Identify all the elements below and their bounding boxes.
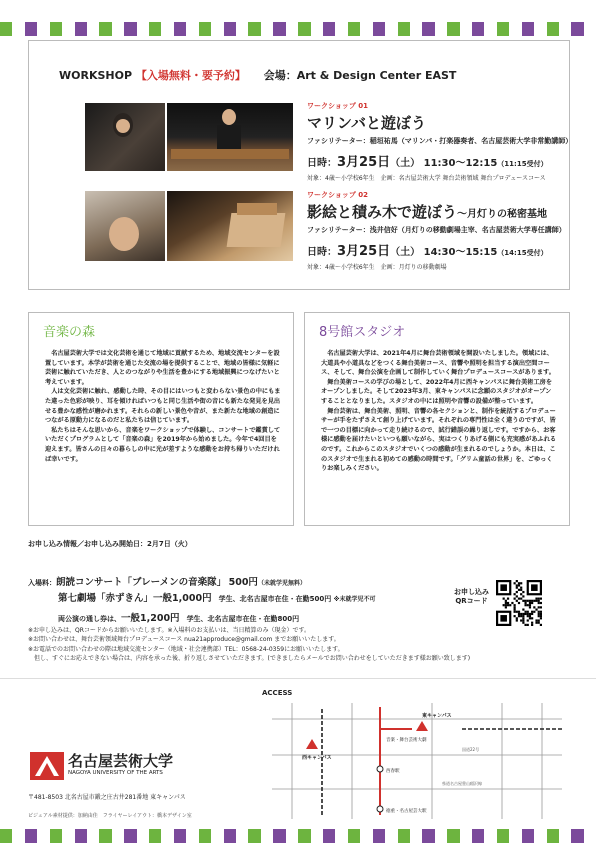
checker-tile [248, 829, 260, 843]
checker-tile [447, 829, 459, 843]
checker-tile [149, 22, 161, 36]
workshop-title: マリンバと遊ぼう [307, 114, 426, 132]
university-name: 名古屋芸術大学 [68, 752, 174, 770]
section-title: 音楽の森 [43, 325, 96, 340]
free-reservation-badge: 【入場無料・要予約】 [135, 69, 246, 82]
checker-tile [261, 829, 273, 843]
checker-tile [99, 22, 111, 36]
checker-tile [571, 22, 583, 36]
access-title: ACCESS [262, 689, 293, 697]
checker-tile [559, 829, 571, 843]
application-info: お申し込み情報／お申し込み開始日：2月7日（火） [28, 540, 192, 548]
checker-tile [112, 829, 124, 843]
workshop-label: WORKSHOP [59, 69, 133, 82]
credits: ビジュアル素材提供：加納由佳 フライヤーレイアウト：橋本デザイン室 [28, 813, 192, 819]
checker-tile [273, 22, 285, 36]
checker-tile [497, 22, 509, 36]
checker-tile [0, 22, 12, 36]
checker-tile [124, 22, 136, 36]
checker-tile [137, 22, 149, 36]
checker-tile [534, 22, 546, 36]
checker-tile [112, 22, 124, 36]
checker-tile [149, 829, 161, 843]
checker-tile [522, 829, 534, 843]
checker-tile [584, 829, 596, 843]
checker-tile [286, 829, 298, 843]
checker-tile [224, 22, 236, 36]
checker-tile [534, 829, 546, 843]
checker-tile [360, 22, 372, 36]
checker-tile [298, 22, 310, 36]
checker-tile [584, 22, 596, 36]
note-line: ※お電話でのお問い合わせの際は地域交流センター（地域・社会連携部）TEL：0568-24-0359にお願いいたします。 [28, 645, 344, 653]
map-label-west-campus: 西キャンパス [302, 755, 332, 761]
checker-tile [199, 22, 211, 36]
checker-tile [410, 829, 422, 843]
paragraph: 私たちはそんな思いから、音楽をワークショップで体験し、コンサートで鑑賞していただくプログラムとして「音楽の森」を2019年から始めました。今年で4回目を迎えます。皆さんの日々の暮らしの中に光が差すような感動をお持ち帰りいただければ幸いです。 [45, 426, 281, 463]
checker-tile [87, 829, 99, 843]
west-campus-marker [306, 739, 318, 749]
checker-tile [50, 829, 62, 843]
bottom-checker-band [0, 829, 596, 843]
section-title: 8号館スタジオ [319, 325, 406, 340]
paragraph: 人は文化芸術に触れ、感動した時、その目にはいつもと変わらない景色の中にもまた違った色彩が映り、耳を傾ければいつもと同じ生活や街の音にも新たな発見を見出せる豊かな感性が磨かれます。それらの新しい景色や音が、また新たな地域の創造につながる原動力になるのだと私たちは信じています。 [45, 388, 281, 425]
checker-tile [62, 22, 74, 36]
marimba-photo [167, 103, 293, 171]
checker-tile [311, 22, 323, 36]
checker-tile [460, 22, 472, 36]
workshop-title: 影絵と積み木で遊ぼう〜月灯りの秘密基地 [307, 203, 548, 221]
workshop-datetime: 日時：3月25日（土） 14:30〜15:15（14:15受付） [307, 244, 548, 259]
checker-tile [323, 22, 335, 36]
studio-8-section [304, 312, 570, 526]
checker-tile [335, 22, 347, 36]
checker-tile [75, 829, 87, 843]
checker-tile [373, 829, 385, 843]
checker-tile [323, 829, 335, 843]
checker-tile [224, 829, 236, 843]
section-body [321, 349, 557, 474]
checker-tile [348, 829, 360, 843]
checker-tile [87, 22, 99, 36]
workshop-header [59, 67, 456, 83]
child-shadow-play-photo [85, 191, 165, 261]
checker-tile [25, 22, 37, 36]
map-label-road1: 県道名古屋豊山稲沢線 [442, 781, 482, 786]
checker-tile [335, 829, 347, 843]
venue-text: 会場：Art & Design Center EAST [263, 69, 457, 82]
university-name-en: NAGOYA UNIVERSITY OF THE ARTS [68, 770, 163, 776]
ongaku-no-mori-section [28, 312, 294, 526]
checker-tile [75, 22, 87, 36]
checker-tile [373, 22, 385, 36]
map-label-road2: 国道22号 [462, 747, 480, 752]
map-label-east-campus: 東キャンパス [422, 713, 452, 719]
map-label-station2: 徳重・名古屋芸大駅 [386, 809, 427, 814]
checker-tile [497, 829, 509, 843]
checker-tile [435, 829, 447, 843]
checker-tile [484, 829, 496, 843]
map-label-stage: 音楽・舞台芸術大劇 [386, 738, 427, 743]
checker-tile [348, 22, 360, 36]
east-campus-marker [416, 721, 428, 731]
workshop-datetime: 日時：3月25日（土） 11:30〜12:15（11:15受付） [307, 155, 548, 170]
checker-tile [174, 829, 186, 843]
application-qr-code[interactable] [496, 580, 542, 626]
checker-tile [311, 829, 323, 843]
checker-tile [199, 829, 211, 843]
marimba-player-photo [85, 103, 165, 171]
paragraph: 名古屋芸術大学は、2021年4月に舞台芸術領域を開設いたしました。領域には、大道具や小道具などをつくる舞台美術コース、音響や照明を担当する演出空間コース、そして、舞台公演を企画して制作していく舞台プロデュースコースがあります。 [321, 350, 555, 377]
qr-label: お申し込み QRコード [454, 588, 489, 606]
checker-tile [460, 829, 472, 843]
checker-tile [261, 22, 273, 36]
checker-tile [385, 22, 397, 36]
top-checker-band [0, 22, 596, 36]
checker-tile [174, 22, 186, 36]
checker-tile [0, 829, 12, 843]
checker-tile [12, 22, 24, 36]
checker-tile [211, 829, 223, 843]
checker-tile [298, 829, 310, 843]
checker-tile [422, 22, 434, 36]
wooden-blocks-photo [167, 191, 293, 261]
checker-tile [50, 22, 62, 36]
ticket-row: 両公演の通し券は、一般1,200円 学生、北名古屋市在住・在勤800円 [58, 613, 300, 624]
note-line: ※お問い合わせは、舞台芸術領域舞台プロデュースコース nua21approduce@gmail.com までお願いいたします。 [28, 636, 340, 644]
checker-tile [547, 829, 559, 843]
workshop-02 [307, 190, 587, 271]
checker-tile [422, 829, 434, 843]
workshop-number: ワークショップ 02 [307, 191, 369, 199]
checker-tile [360, 829, 372, 843]
note-line: ※お申し込みは、QRコードからお願いいたします。※入場料のお支払いは、当日精算のみ（現金）です。 [28, 627, 310, 634]
checker-tile [186, 829, 198, 843]
checker-tile [286, 22, 298, 36]
checker-tile [398, 829, 410, 843]
workshop-section [28, 40, 573, 290]
address: 〒481-8503 北名古屋市鍛之庄古井281番地 東キャンパス [28, 794, 186, 801]
checker-tile [472, 829, 484, 843]
paragraph: 舞台芸術は、舞台美術、照明、音響の各セクションと、制作を統括するプロデューサーが手をたずさえて創り上げています。それぞれの専門性は全く違うのですが、皆で一つの目標に向かって走り続けるので、試行錯誤の繰り返しです。ですから、お客様に感動を届けたいといつも願いながら、実はつくりあげる側にも充実感があふれるのです。これからこのスタジオでいくつの感動が生まれるのでしょうか。本日は、このスタジオで生まれる初めての感動の時間です。「グリム童話の世界」を、ごゆっくりお楽しみください。 [321, 407, 557, 473]
university-logo-icon [30, 752, 64, 780]
checker-tile [248, 22, 260, 36]
paragraph: 舞台美術コースの学びの場として、2022年4月に西キャンパスに舞台美術工房をオープンしました。そして2023年3月、東キャンパスに念願のスタジオがオープンすることとなりました。スタジオの中には照明や音響の設備が整っています。 [321, 378, 553, 406]
checker-tile [161, 829, 173, 843]
checker-tile [559, 22, 571, 36]
checker-tile [509, 829, 521, 843]
checker-tile [547, 22, 559, 36]
checker-tile [124, 829, 136, 843]
checker-tile [571, 829, 583, 843]
checker-tile [25, 829, 37, 843]
checker-tile [522, 22, 534, 36]
checker-tile [99, 829, 111, 843]
workshop-target: 対象：4歳〜小学校6年生 企画：月灯りの移動劇場 [307, 264, 447, 271]
paragraph: 名古屋芸術大学では文化芸術を通じて地域に貢献するため、地域交流センターを設置しています。本学が芸術を通じた交流の場を提供することで、地域の皆様に気軽に芸術に触れていただき、人とのつながりや生活を豊かにする地域振興につなげたいと考えています。 [45, 350, 280, 386]
checker-tile [37, 22, 49, 36]
checker-tile [509, 22, 521, 36]
workshop-facilitator: ファシリテーター：稲垣祐馬（マリンバ・打楽器奏者、名古屋芸術大学非常勤講師） [307, 137, 573, 145]
workshop-target: 対象：4歳〜小学校6年生 企画：名古屋芸術大学 舞台芸術領域 舞台プロデュースコース [307, 175, 546, 182]
checker-tile [484, 22, 496, 36]
checker-tile [236, 22, 248, 36]
checker-tile [410, 22, 422, 36]
note-line: 但し、すぐにお応えできない場合は、内容を承った後、折り返しさせていただきます。(できましたらメールでお問い合わせをしていただきます様お願い致します) [28, 654, 471, 662]
checker-tile [186, 22, 198, 36]
checker-tile [236, 829, 248, 843]
workshop-01 [307, 101, 587, 182]
ticket-row: 入場料：朗読コンサート「ブレーメンの音楽隊」 500円（未就学児無料） [28, 577, 306, 588]
checker-tile [37, 829, 49, 843]
checker-tile [211, 22, 223, 36]
checker-tile [435, 22, 447, 36]
checker-tile [385, 829, 397, 843]
notes [28, 626, 568, 663]
workshop-facilitator: ファシリテーター：浅井信好（月灯りの移動劇場主宰、名古屋芸術大学専任講師） [307, 226, 566, 234]
section-body [45, 349, 281, 464]
map-label-station1: 西春駅 [386, 769, 400, 774]
checker-tile [12, 829, 24, 843]
divider [0, 678, 596, 679]
ticket-row: 第七劇場「赤ずきん」一般1,000円 学生、北名古屋市在住・在勤500円 ※未就学児不可 [58, 593, 376, 604]
access-map [262, 699, 572, 821]
checker-tile [447, 22, 459, 36]
checker-tile [472, 22, 484, 36]
checker-tile [62, 829, 74, 843]
checker-tile [398, 22, 410, 36]
checker-tile [273, 829, 285, 843]
checker-tile [137, 829, 149, 843]
workshop-number: ワークショップ 01 [307, 102, 369, 110]
checker-tile [161, 22, 173, 36]
